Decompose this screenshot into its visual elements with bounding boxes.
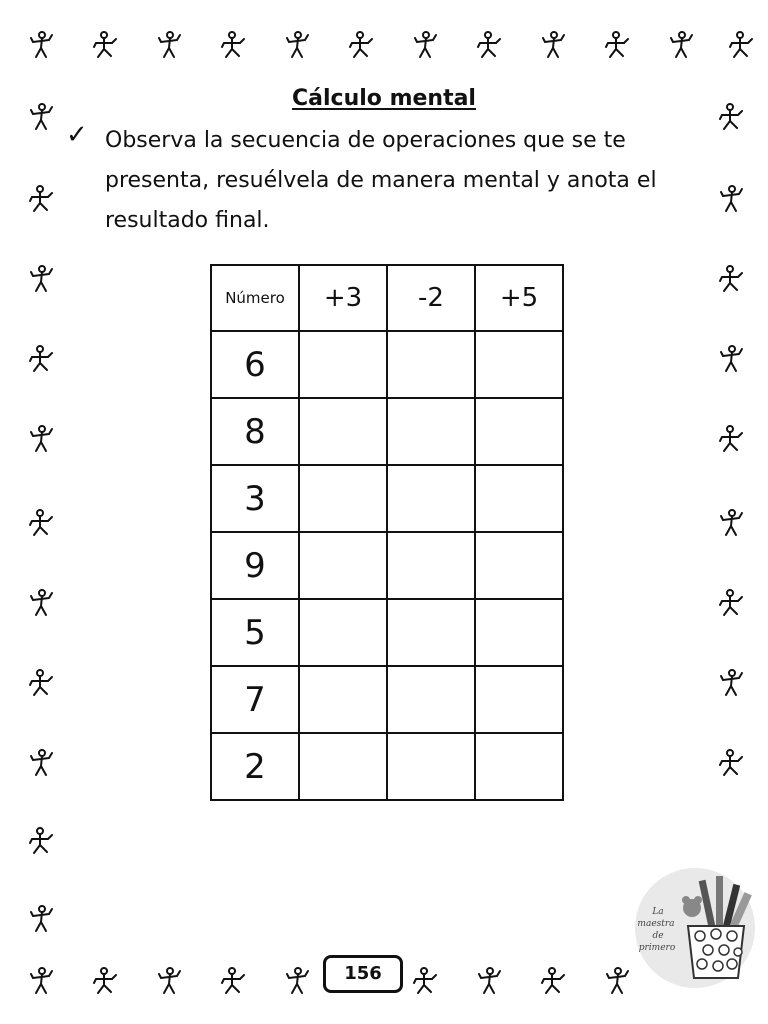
number-cell: 2 bbox=[211, 733, 299, 800]
stick-figure-icon bbox=[476, 966, 502, 996]
answer-cell[interactable] bbox=[387, 398, 475, 465]
answer-cell[interactable] bbox=[299, 733, 387, 800]
answer-cell[interactable] bbox=[475, 331, 563, 398]
logo-text: La bbox=[652, 907, 664, 917]
stick-figure-icon bbox=[28, 966, 54, 996]
answer-cell[interactable] bbox=[475, 666, 563, 733]
answer-cell[interactable] bbox=[475, 465, 563, 532]
stick-figure-icon bbox=[718, 508, 744, 538]
stick-figure-icon bbox=[28, 30, 54, 60]
answer-cell[interactable] bbox=[387, 331, 475, 398]
stick-figure-icon bbox=[28, 344, 54, 374]
answer-cell[interactable] bbox=[299, 465, 387, 532]
stick-figure-icon bbox=[540, 966, 566, 996]
instruction-text: Observa la secuencia de operaciones que se te presenta, resuélvela de manera mental y anota el resultado final. bbox=[105, 128, 657, 233]
stick-figure-icon bbox=[476, 30, 502, 60]
number-cell: 7 bbox=[211, 666, 299, 733]
stick-figure-icon bbox=[412, 30, 438, 60]
stick-figure-icon bbox=[284, 966, 310, 996]
stick-figure-icon bbox=[220, 30, 246, 60]
stick-figure-icon bbox=[28, 264, 54, 294]
column-header-numero: Número bbox=[211, 265, 299, 331]
logo-text: maestra bbox=[637, 919, 675, 929]
logo-text: primero bbox=[638, 943, 676, 953]
checkmark-icon: ✓ bbox=[66, 120, 88, 150]
answer-cell[interactable] bbox=[387, 599, 475, 666]
number-cell: 8 bbox=[211, 398, 299, 465]
answer-cell[interactable] bbox=[475, 733, 563, 800]
stick-figure-icon bbox=[156, 30, 182, 60]
answer-cell[interactable] bbox=[475, 599, 563, 666]
stick-figure-icon bbox=[284, 30, 310, 60]
stick-figure-icon bbox=[718, 748, 744, 778]
stick-figure-icon bbox=[718, 344, 744, 374]
answer-cell[interactable] bbox=[299, 331, 387, 398]
stick-figure-icon bbox=[28, 588, 54, 618]
stick-figure-icon bbox=[718, 264, 744, 294]
answer-cell[interactable] bbox=[299, 666, 387, 733]
table-row bbox=[211, 733, 563, 800]
stick-figure-icon bbox=[540, 30, 566, 60]
column-header-minus2: -2 bbox=[387, 265, 475, 331]
answer-cell[interactable] bbox=[387, 666, 475, 733]
answer-cell[interactable] bbox=[475, 532, 563, 599]
operations-table bbox=[210, 264, 564, 801]
answer-cell[interactable] bbox=[299, 398, 387, 465]
stick-figure-icon bbox=[156, 966, 182, 996]
answer-cell[interactable] bbox=[475, 398, 563, 465]
stick-figure-icon bbox=[604, 966, 630, 996]
number-cell: 5 bbox=[211, 599, 299, 666]
stick-figure-icon bbox=[92, 966, 118, 996]
stick-figure-icon bbox=[92, 30, 118, 60]
answer-cell[interactable] bbox=[387, 733, 475, 800]
page-title: Cálculo mental bbox=[292, 86, 476, 111]
table-row bbox=[211, 331, 563, 398]
stick-figure-icon bbox=[28, 748, 54, 778]
pencil-cup-icon bbox=[628, 866, 762, 990]
answer-cell[interactable] bbox=[299, 599, 387, 666]
stick-figure-icon bbox=[718, 668, 744, 698]
stick-figure-icon bbox=[412, 966, 438, 996]
stick-figure-icon bbox=[220, 966, 246, 996]
stick-figure-icon bbox=[668, 30, 694, 60]
page-number: 156 bbox=[323, 955, 403, 993]
answer-cell[interactable] bbox=[387, 532, 475, 599]
logo-text: de bbox=[652, 931, 664, 941]
stick-figure-icon bbox=[718, 424, 744, 454]
number-cell: 3 bbox=[211, 465, 299, 532]
stick-figure-icon bbox=[28, 184, 54, 214]
table-row bbox=[211, 532, 563, 599]
answer-cell[interactable] bbox=[299, 532, 387, 599]
table-row bbox=[211, 398, 563, 465]
stick-figure-icon bbox=[28, 668, 54, 698]
number-cell: 6 bbox=[211, 331, 299, 398]
stick-figure-icon bbox=[728, 30, 754, 60]
number-cell: 9 bbox=[211, 532, 299, 599]
table-header-row bbox=[211, 265, 563, 331]
column-header-plus5: +5 bbox=[475, 265, 563, 331]
table-row bbox=[211, 465, 563, 532]
stick-figure-icon bbox=[348, 30, 374, 60]
column-header-plus3: +3 bbox=[299, 265, 387, 331]
stick-figure-icon bbox=[28, 904, 54, 934]
stick-figure-icon bbox=[28, 508, 54, 538]
table-row bbox=[211, 666, 563, 733]
table-row bbox=[211, 599, 563, 666]
stick-figure-icon bbox=[604, 30, 630, 60]
stick-figure-icon bbox=[28, 424, 54, 454]
answer-cell[interactable] bbox=[387, 465, 475, 532]
stick-figure-icon bbox=[28, 826, 54, 856]
stick-figure-icon bbox=[718, 184, 744, 214]
stick-figure-icon bbox=[718, 588, 744, 618]
